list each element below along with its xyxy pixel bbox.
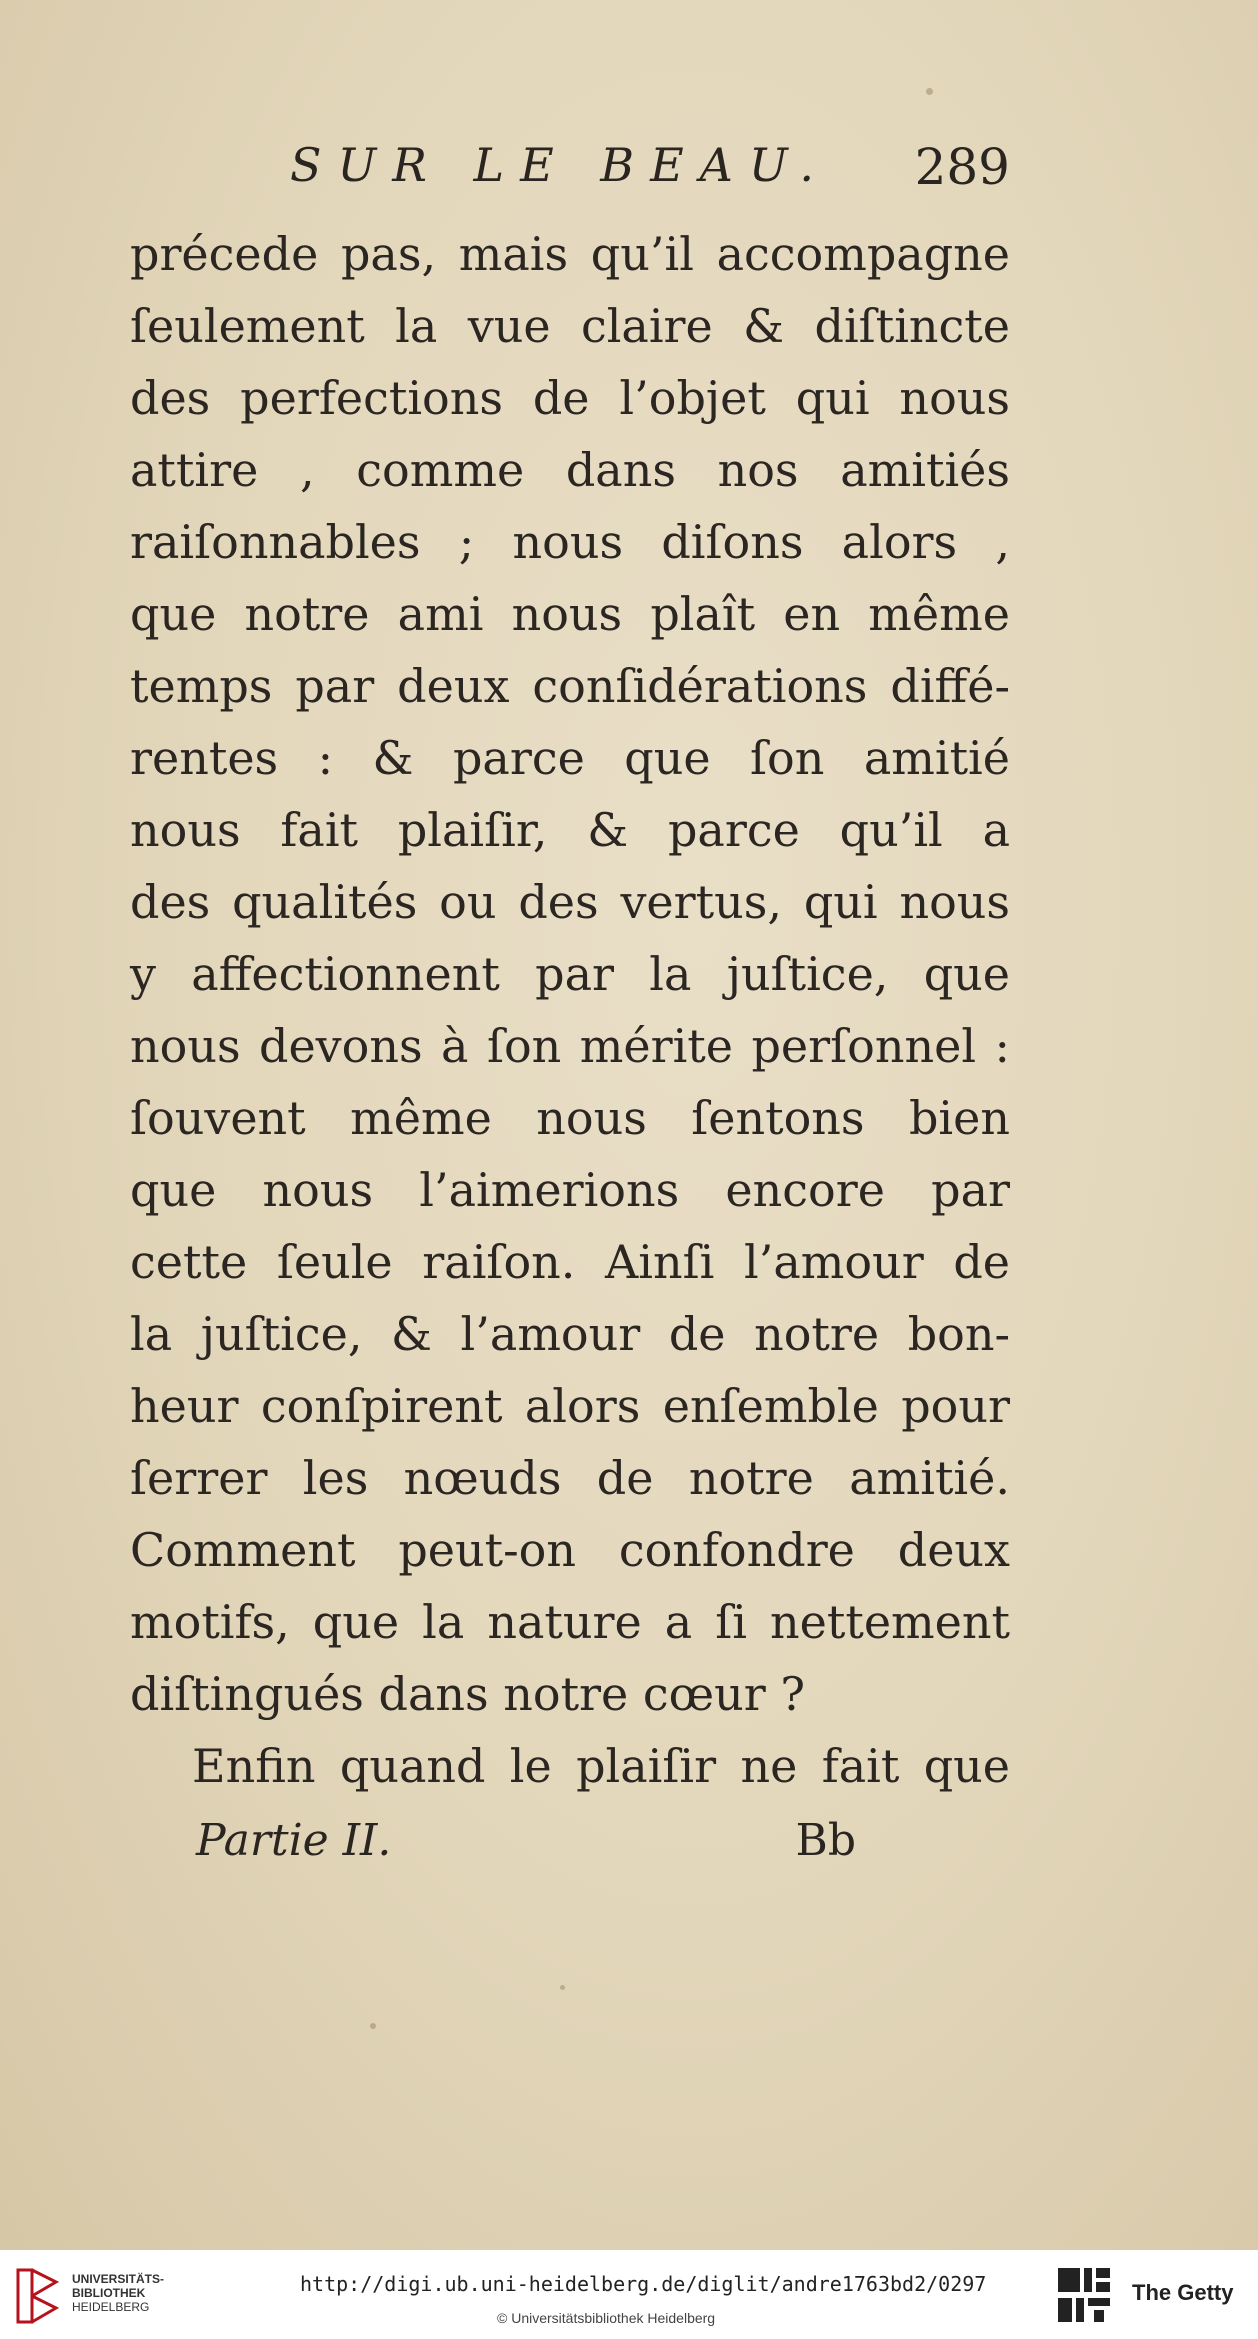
text-line: attire , comme dans nos amitiés (130, 443, 1010, 497)
signature-part: Partie II. (196, 1815, 392, 1866)
text-line: rentes : & parce que ſon amitié (130, 731, 1010, 785)
foxing-spot (370, 2023, 376, 2029)
text-line: temps par deux conſidérations diffé- (130, 659, 1010, 713)
body-text (130, 218, 1010, 1802)
copyright-notice: © Universitätsbibliothek Heidelberg (497, 2310, 716, 2326)
foxing-spot (926, 88, 933, 95)
text-line: précede pas, mais qu’il accompagne (130, 227, 1010, 281)
text-line: y affectionnent par la juſtice, que (130, 947, 1010, 1001)
text-line: des perfections de l’objet qui nous (130, 371, 1010, 425)
text-line: ſeulement la vue claire & diſtincte (130, 299, 1010, 353)
getty-name: The Getty (1132, 2280, 1234, 2305)
text-line: que nous l’aimerions encore par (130, 1163, 1010, 1217)
text-line: diſtingués dans notre cœur ? (130, 1667, 806, 1721)
text-line: des qualités ou des vertus, qui nous (130, 875, 1010, 929)
text-line: la juſtice, & l’amour de notre bon- (130, 1307, 1010, 1361)
text-line: Enfin quand le plaiſir ne fait que (192, 1739, 1010, 1793)
text-line: cette ſeule raiſon. Ainſi l’amour de (130, 1235, 1010, 1289)
signature-line (196, 1815, 856, 1885)
text-line: ſouvent même nous ſentons bien (130, 1091, 1010, 1145)
permalink-url[interactable]: http://digi.ub.uni-heidelberg.de/diglit/andre1763bd2/0297 (300, 2272, 987, 2296)
text-line: que notre ami nous plaît en même (130, 587, 1010, 641)
library-logo-icon (12, 2266, 62, 2326)
page-number: 289 (914, 138, 1010, 196)
text-line: motifs, que la nature a ſi nettement (130, 1595, 1010, 1649)
foxing-spot (560, 1985, 565, 1990)
text-line: nous devons à ſon mérite perſonnel : (130, 1019, 1010, 1073)
library-name: UNIVERSITÄTS- BIBLIOTHEK HEIDELBERG (72, 2272, 165, 2314)
text-line: Comment peut-on confondre deux (130, 1523, 1010, 1577)
running-title: SUR LE BEAU. (290, 138, 831, 192)
signature-mark: Bb (795, 1815, 856, 1866)
text-line: raiſonnables ; nous diſons alors , (130, 515, 1010, 569)
text-line: nous fait plaiſir, & parce qu’il a (130, 803, 1010, 857)
getty-logo-icon (1056, 2266, 1112, 2324)
text-line: heur conſpirent alors enſemble pour (130, 1379, 1010, 1433)
page-header (290, 138, 1010, 208)
viewer-footer (0, 2250, 1258, 2339)
text-line: ſerrer les nœuds de notre amitié. (130, 1451, 1010, 1505)
